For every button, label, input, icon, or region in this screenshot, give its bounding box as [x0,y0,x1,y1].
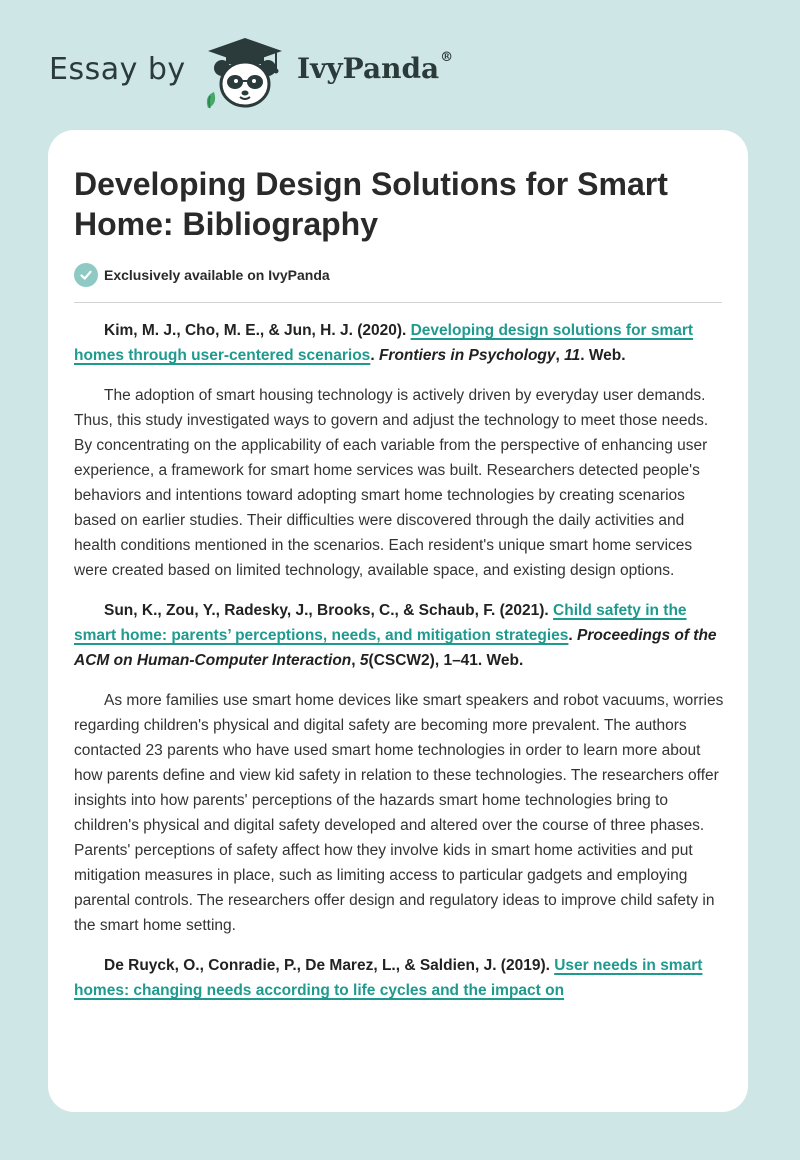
citation-3: De Ruyck, O., Conradie, P., De Marez, L., & Saldien, J. (2019). User needs in smart homes: changing needs according to life cycles and the impact on [74,957,703,999]
panda-logo-icon[interactable] [200,36,290,110]
page-title: Developing Design Solutions for Smart Home: Bibliography [74,166,668,242]
divider [74,302,722,303]
abstract-2: As more families use smart home devices like smart speakers and robot vacuums, worries regarding children's physical and digital safety are becoming more prevalent. The authors contacted 23 parents who have used smart home technologies in order to learn more about how parents define and view kid safety in relation to these technologies. The researchers offer insights into how parents' perceptions of the hazards smart home technologies bring to children's physical and digital safety developed and altered over the course of three phases. Parents' perceptions of safety affect how they involve kids in smart home activities and put mitigation measures in place, such as limiting access to particular gadgets and employing parental controls. The researchers offer design and regulatory ideas to improve child safety in the smart home setting. [74,692,724,934]
bibliography-content [74,318,726,1018]
registered-mark: ® [440,50,454,65]
abstract-1: The adoption of smart housing technology is actively driven by everyday user demands. Thus, this study investigated ways to govern and adjust the technology to meet those needs. By concentrating on the applicability of each variable from the perspective of enhancing user experience, a framework for smart home services was built. Researchers detected people's behaviors and intentions toward adopting smart home technologies by creating scenarios based on earlier studies. Their difficulties were discovered through the daily activities and health conditions mentioned in the scenarios. Each resident's unique smart home services were created based on limited technology, available space, and existing design options. [74,387,709,579]
essay-by-label: Essay by [49,52,186,87]
exclusive-badge-label: Exclusively available on IvyPanda [104,267,330,283]
site-header [0,0,800,125]
citation-2: Sun, K., Zou, Y., Radesky, J., Brooks, C., & Schaub, F. (2021). Child safety in the smart home: parents’ perceptions, needs, and mitigation strategies. Proceedings of the ACM on Human-Computer Interaction, 5(CSCW2), 1–41. Web. [74,602,717,669]
check-icon [74,263,98,287]
citation-2-volume: 5 [359,652,369,669]
document-card [48,130,748,1112]
citation-1-journal: Frontiers in Psychology [378,347,556,364]
citation-2-link[interactable]: Child safety in the smart home: parents’ perceptions, needs, and mitigation strategies [74,602,687,644]
citation-1-volume: 11 [564,347,581,364]
citation-2-journal: Proceedings of the ACM on Human-Computer Interaction [74,627,717,669]
brand-name[interactable]: IvyPanda® [297,50,454,85]
citation-1: Kim, M. J., Cho, M. E., & Jun, H. J. (2020). Developing design solutions for smart homes through user-centered scenarios. Frontiers in Psychology, 11. Web. [74,322,694,364]
citation-3-link[interactable]: User needs in smart homes: changing needs according to life cycles and the impact on [74,957,703,999]
exclusive-badge [74,262,330,288]
citation-1-link[interactable]: Developing design solutions for smart homes through user-centered scenarios [74,322,694,364]
